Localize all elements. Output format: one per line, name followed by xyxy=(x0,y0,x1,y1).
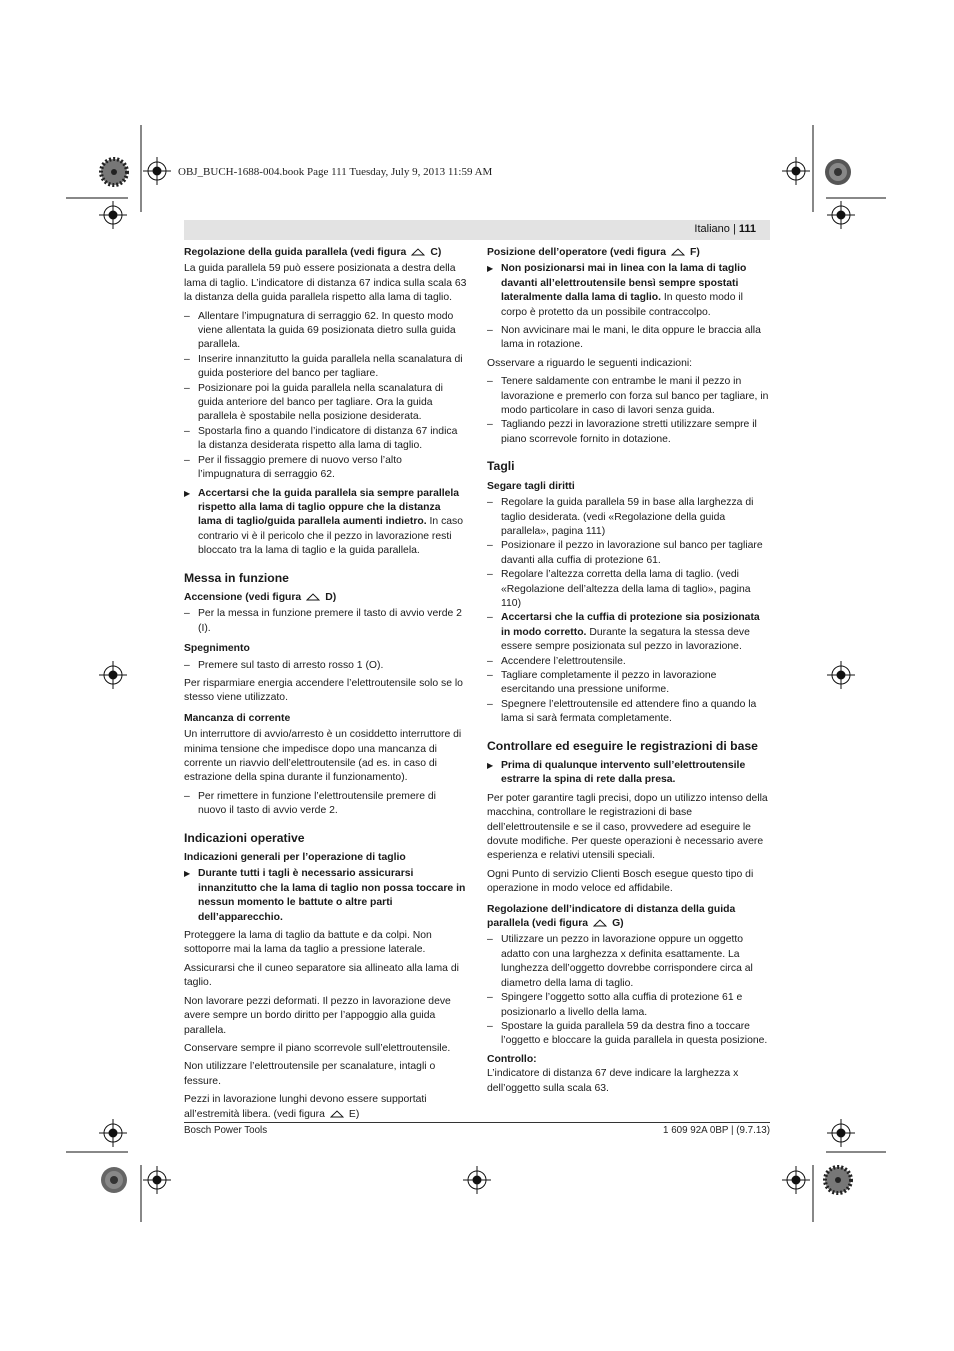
controllo-heading: Controllo: xyxy=(487,1053,537,1065)
controllo-paragraph: L’indicatore di distanza 67 deve indicare la larghezza x dell’oggetto sulla scala 63. xyxy=(487,1068,739,1094)
page-header xyxy=(694,223,756,235)
spegnimento-list xyxy=(184,659,467,673)
list-item: – Spegnere l’elettroutensile ed attendere fino a quando la lama si sarà fermata completamente. xyxy=(487,698,770,727)
list-item: – Per rimettere in funzione l’elettroutensile premere di nuovo il tasto di avvio verde 2. xyxy=(184,790,467,819)
posizione-list xyxy=(487,324,770,353)
footer-left: Bosch Power Tools xyxy=(184,1125,268,1136)
indicazioni-heading: Indicazioni generali per l’operazione di taglio xyxy=(184,852,406,864)
spegnimento-heading: Spegnimento xyxy=(184,643,250,655)
left-column xyxy=(184,246,467,1126)
section-title-tagli: Tagli xyxy=(487,459,515,474)
section-title-indicazioni: Indicazioni operative xyxy=(184,830,305,845)
indicazioni-paragraph: Assicurarsi che il cuneo separatore sia allineato alla lama di taglio. xyxy=(184,962,459,989)
regolazione-heading: Regolazione dell’indicatore di distanza della guida parallela (vedi figura G) xyxy=(487,903,736,930)
list-item: – Tenere saldamente con entrambe le mani il pezzo in lavorazione e premerlo con forza sul banco per tagliare, in modo particolare in caso di lavori senza guida. xyxy=(487,375,770,418)
figure-icon xyxy=(330,1110,344,1118)
mancanza-list xyxy=(184,790,467,819)
list-item: – Accendere l’elettroutensile. xyxy=(487,655,770,669)
list-item: – Spostarla fino a quando l’indicatore di distanza 67 indica la distanza desiderata rispetto alla lama di taglio. xyxy=(184,425,467,454)
spegnimento-paragraph: Per risparmiare energia accendere l’elettroutensile solo se lo stesso viene utilizzato. xyxy=(184,677,463,704)
accensione-list xyxy=(184,607,467,636)
header-language: Italiano xyxy=(694,223,730,235)
guide-list xyxy=(184,310,467,483)
page-header-bar xyxy=(184,220,770,240)
print-slug: OBJ_BUCH-1688-004.book Page 111 Tuesday, July 9, 2013 11:59 AM xyxy=(178,166,493,178)
posizione-heading: Posizione dell’operatore (vedi figura F) xyxy=(487,247,700,258)
accensione-heading: Accensione (vedi figura D) xyxy=(184,591,337,603)
guide-heading: Regolazione della guida parallela (vedi figura C) xyxy=(184,247,442,258)
posizione-warning xyxy=(487,262,770,320)
list-item: – Non avvicinare mai le mani, le dita oppure le braccia alla lama in rotazione. xyxy=(487,324,770,353)
regolazione-list xyxy=(487,933,770,1048)
indicazioni-warning xyxy=(184,867,467,925)
section-title-controllare: Controllare ed eseguire le registrazioni di base xyxy=(487,738,758,753)
right-column xyxy=(487,246,770,1100)
guide-warning xyxy=(184,487,467,559)
segare-list xyxy=(487,496,770,727)
footer-rule xyxy=(184,1122,770,1123)
list-item: – Per il fissaggio premere di nuovo verso l’alto l’impugnatura di serraggio 62. xyxy=(184,454,467,483)
mancanza-heading: Mancanza di corrente xyxy=(184,712,291,724)
list-item: – Tagliando pezzi in lavorazione stretti utilizzare sempre il piano scorrevole fornito in dotazione. xyxy=(487,418,770,447)
list-item: – Spostare la guida parallela 59 da destra fino a toccare l’oggetto e bloccare la guida parallela in questa posizione. xyxy=(487,1020,770,1049)
list-item: – Posizionare poi la guida parallela nella scanalatura di guida anteriore del banco per tagliare. Ora la guida parallela è spostabile nella posizione desiderata. xyxy=(184,382,467,425)
list-item: – Premere sul tasto di arresto rosso 1 (O). xyxy=(184,659,467,673)
warning-item: ▶ Non posizionarsi mai in linea con la lama di taglio davanti all’elettroutensile bensì sempre spostati lateralmente dalla lama di taglio. In questo modo il corpo è protetto da un possibile contraccolpo. xyxy=(487,262,770,320)
list-item: – Spingere l’oggetto sotto alla cuffia di protezione 61 e posizionarlo a livello della lama. xyxy=(487,991,770,1020)
list-item: – Allentare l’impugnatura di serraggio 62. In questo modo viene allentata la guida 69 posizionata dietro sulla guida parallela. xyxy=(184,310,467,353)
figure-icon xyxy=(306,593,320,601)
osservare-paragraph: Osservare a riguardo le seguenti indicazioni: xyxy=(487,357,693,369)
controllare-paragraph: Per poter garantire tagli precisi, dopo un utilizzo intenso della macchina, controllare le registrazioni di base dell’elettroutensile e se il caso, provvedere ad eseguire le dovute modifiche. Per queste operazioni è necessario avere esperienza e relativi utensili speciali. xyxy=(487,792,768,862)
list-item: – Tagliare completamente il pezzo in lavorazione esercitando una pressione uniforme. xyxy=(487,669,770,698)
indicazioni-paragraph: Non utilizzare l’elettroutensile per scanalature, intagli o fessure. xyxy=(184,1061,436,1087)
indicazioni-paragraph: Conservare sempre il piano scorrevole sull’elettroutensile. xyxy=(184,1042,451,1054)
controllare-warning xyxy=(487,759,770,788)
list-item: – Accertarsi che la cuffia di protezione sia posizionata in modo corretto. Durante la segatura la stessa deve essere sempre posizionata sul pezzo in lavorazione. xyxy=(487,611,770,654)
warning-item: ▶ Accertarsi che la guida parallela sia sempre parallela rispetto alla lama di taglio oppure che la distanza lama di taglio/guida parallela aumenti indietro. In caso contrario vi è il pericolo che il pezzo in lavorazione resti bloccato tra la lama di taglio e la guida parallela. xyxy=(184,487,467,559)
figure-icon xyxy=(593,919,607,927)
header-separator: | xyxy=(732,223,736,235)
footer-right: 1 609 92A 0BP | (9.7.13) xyxy=(663,1125,770,1136)
guide-paragraph: La guida parallela 59 può essere posizionata a destra della lama di taglio. L’indicatore di distanza 67 indica sulla scala 63 la distanza della guida parallela rispetto alla lama di taglio. xyxy=(184,263,467,304)
indicazioni-paragraph: Non lavorare pezzi deformati. Il pezzo in lavorazione deve avere sempre un bordo diritto per l’appoggio alla guida parallela. xyxy=(184,995,451,1036)
controllare-paragraph: Ogni Punto di servizio Clienti Bosch esegue questo tipo di operazione in modo veloce ed affidabile. xyxy=(487,868,754,895)
segare-heading: Segare tagli diritti xyxy=(487,480,575,492)
page-number: 111 xyxy=(738,223,756,235)
mancanza-paragraph: Un interruttore di avvio/arresto è un cosiddetto interruttore di minima tensione che impedisce dopo una mancanza di corrente un riavvio dell’elettroutensile (ad es. in caso di estrazione della spina durante il funzionamento). xyxy=(184,729,462,784)
list-item: – Utilizzare un pezzo in lavorazione oppure un oggetto adatto con una larghezza x definita esattamente. La lunghezza dell’oggetto dovrebbe corrispondere circa al diametro della lama di taglio. xyxy=(487,933,770,991)
indicazioni-paragraph: Proteggere la lama di taglio da battute e da colpi. Non sottoporre mai la lama da taglio a pressione laterale. xyxy=(184,930,432,956)
osservare-list xyxy=(487,375,770,447)
list-item: – Regolare l’altezza corretta della lama di taglio. (vedi «Regolazione dell’altezza della lama di taglio», pagina 110) xyxy=(487,568,770,611)
list-item: – Regolare la guida parallela 59 in base alla larghezza di taglio desiderata. (vedi «Regolazione della guida parallela», pagina 111) xyxy=(487,496,770,539)
figure-icon xyxy=(411,248,425,256)
section-title-messa: Messa in funzione xyxy=(184,570,289,585)
list-item: – Inserire innanzitutto la guida parallela nella scanalatura di guida posteriore del banco per tagliare. xyxy=(184,353,467,382)
warning-item: ▶ Durante tutti i tagli è necessario assicurarsi innanzitutto che la lama di taglio non possa toccare in nessun momento le battute o altre parti dell’apparecchio. xyxy=(184,867,467,925)
figure-icon xyxy=(671,248,685,256)
list-item: – Posizionare il pezzo in lavorazione sul banco per tagliare davanti alla cuffia di protezione 61. xyxy=(487,539,770,568)
warning-item: ▶ Prima di qualunque intervento sull’elettroutensile estrarre la spina di rete dalla presa. xyxy=(487,759,770,788)
list-item: – Per la messa in funzione premere il tasto di avvio verde 2 (I). xyxy=(184,607,467,636)
indicazioni-paragraph: Pezzi in lavorazione lunghi devono essere supportati all’estremità libera. (vedi figura E) xyxy=(184,1094,427,1120)
